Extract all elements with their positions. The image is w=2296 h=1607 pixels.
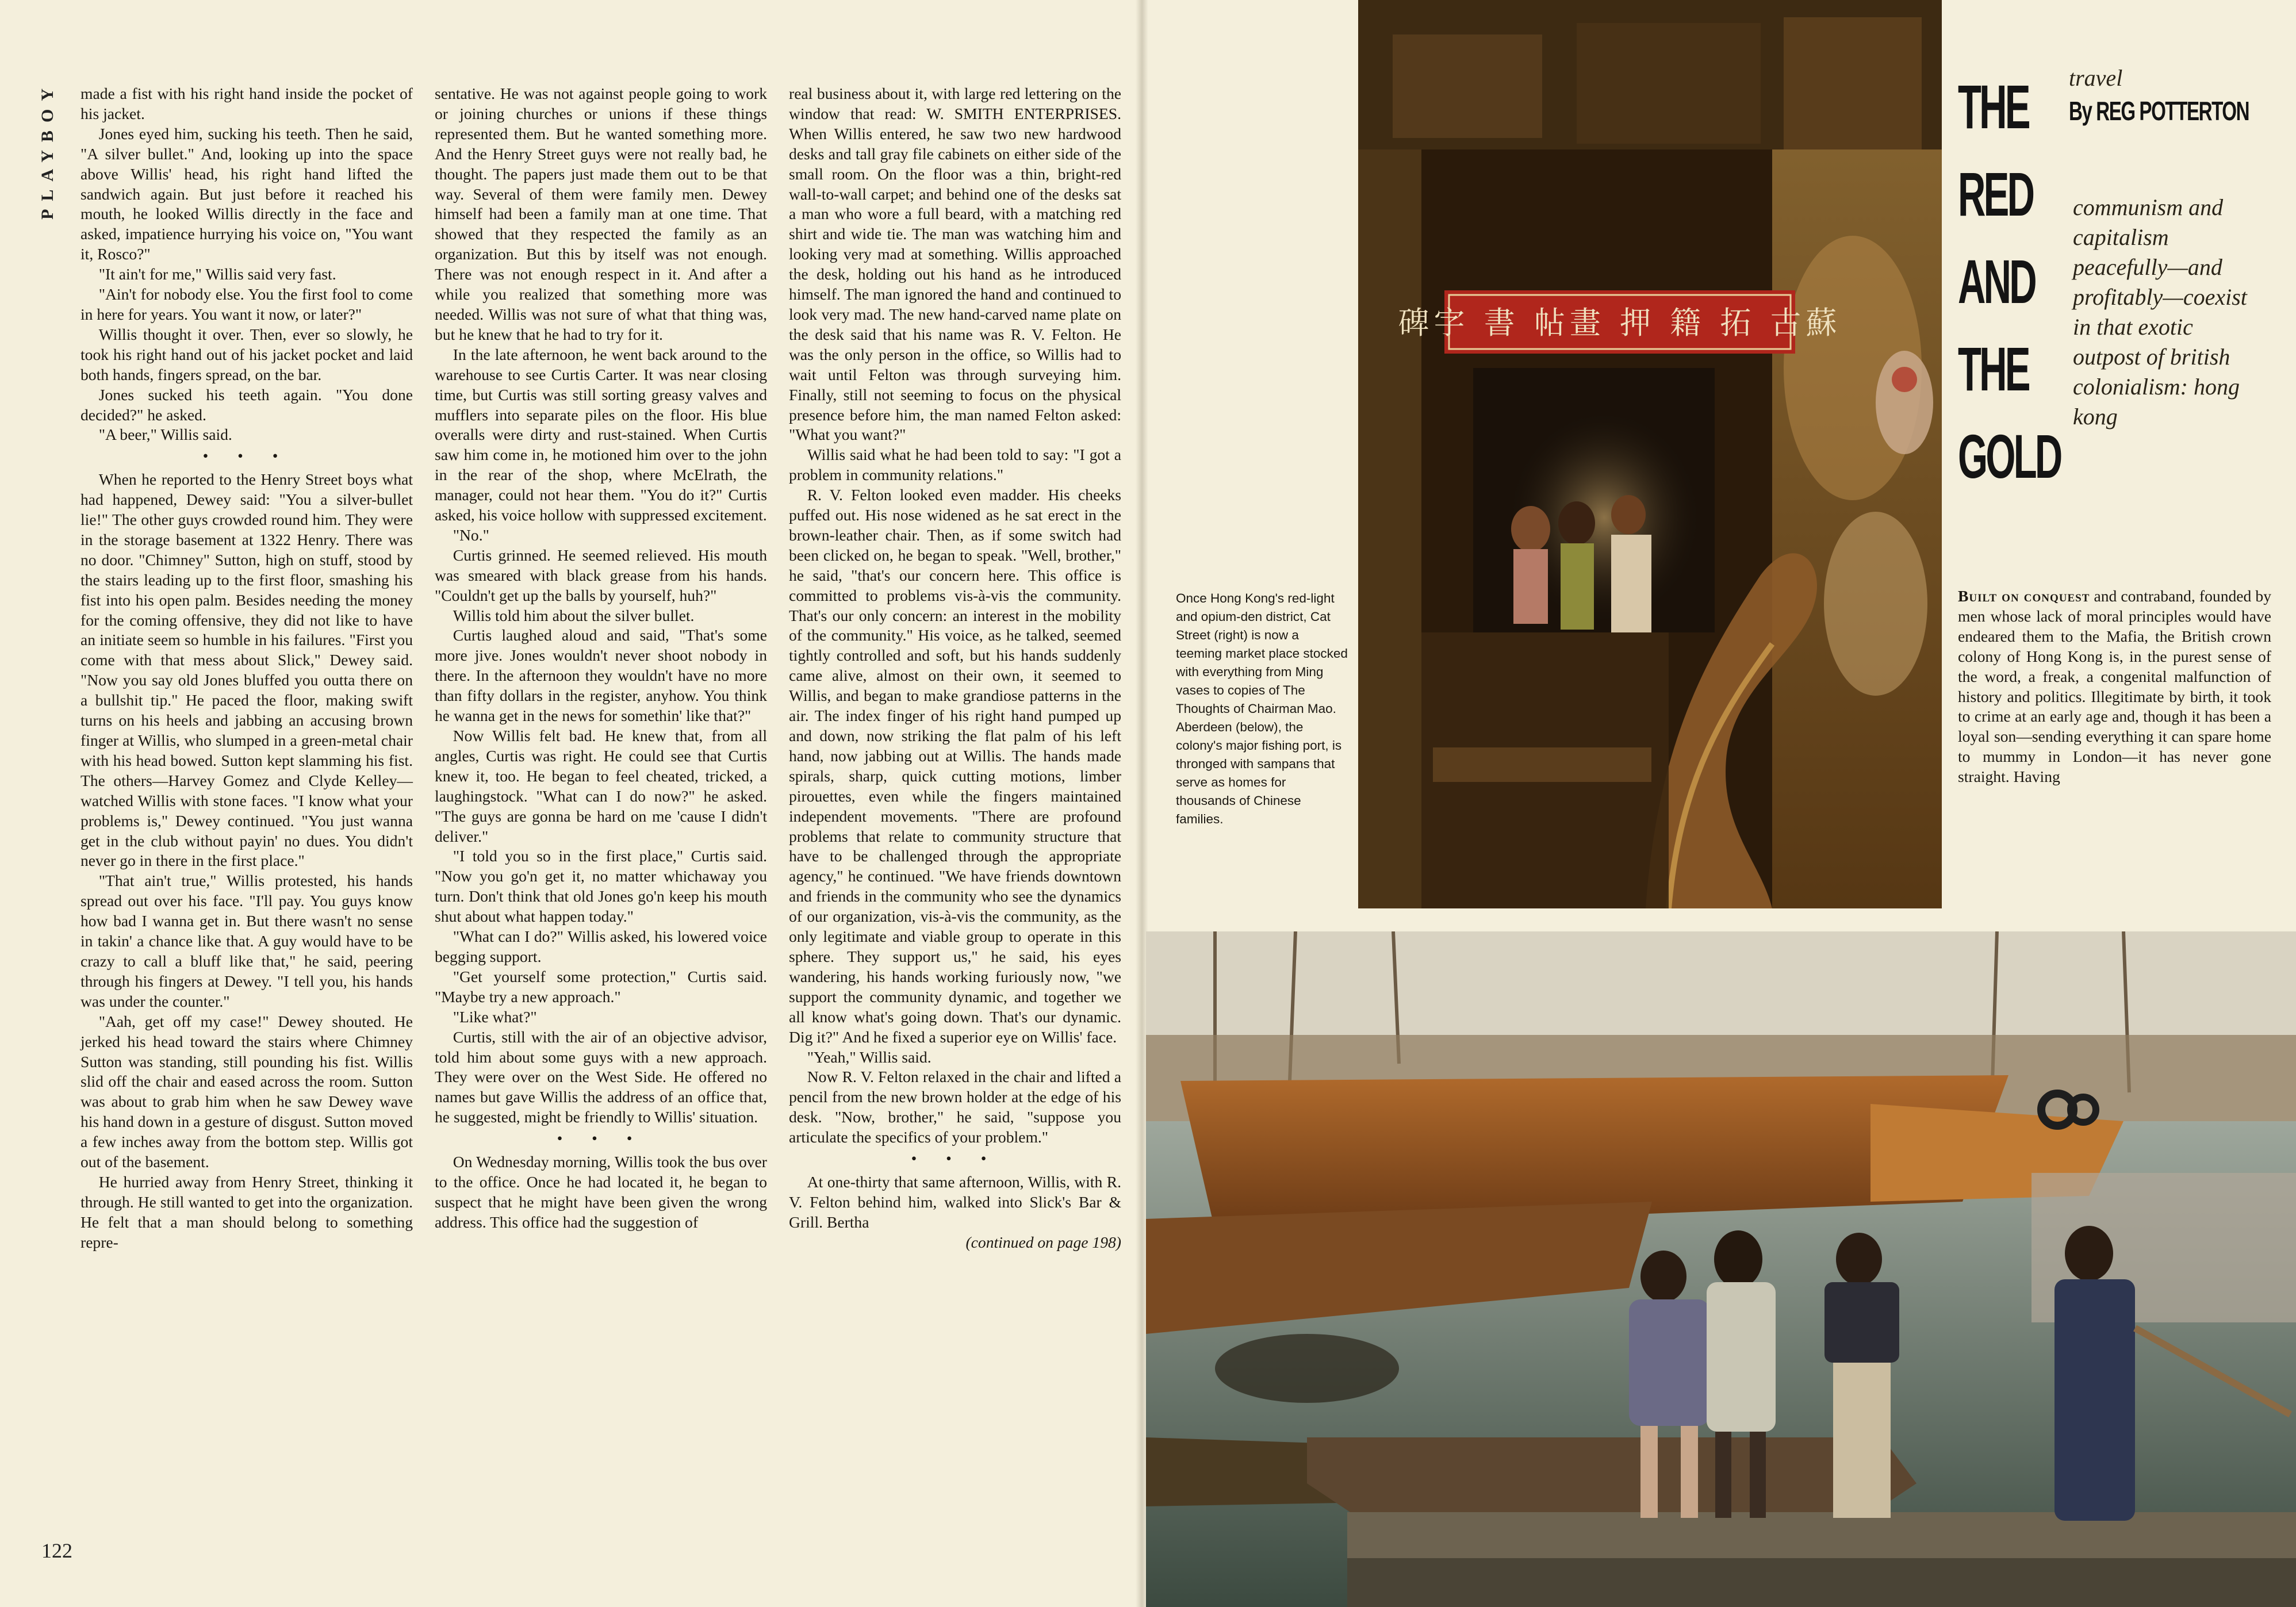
- paragraph: "It ain't for me," Willis said very fast.: [98, 265, 336, 283]
- paragraph: made a fist with his right hand inside the pocket of his jacket.: [81, 85, 413, 122]
- paragraph: "What can I do?" Willis asked, his lowered voice begging support.: [435, 927, 767, 965]
- title-word: THE: [1958, 334, 2029, 404]
- article-title: [1958, 63, 2061, 500]
- paragraph: "Like what?": [453, 1007, 537, 1026]
- paragraph: Curtis, still with the air of an objective advisor, told him about some guys with a new approach. They were over on the West Side. He offered no names but gave Willis the address of an office that, he suggested, might be friendly to Willis' situation.: [435, 1027, 767, 1126]
- paragraph: Now Willis felt bad. He knew that, from all angles, Curtis was right. He could see that Curtis knew it, too. He began to feel cheated, tricked, a laughingstock. "What can I do now?" he asked. "The guys are gonna be hard on me 'cause I didn't deliver.": [435, 727, 767, 845]
- paragraph: "Yeah," Willis said.: [807, 1048, 932, 1066]
- aberdeen-harbor-photo: [1146, 931, 2296, 1607]
- paragraph: On Wednesday morning, Willis took the bus over to the office. Once he had located it, he began to suspect that he might have been given the wrong address. This office had the suggestion of: [435, 1153, 767, 1231]
- article-column-1: [81, 84, 413, 1253]
- section-break: • • •: [557, 1129, 645, 1148]
- intro-body: and contraband, founded by men whose lack of moral principles would have endeared them to the Mafia, the British crown colony of Hong Kong is, in the purest sense of the word, a freak, a congenital malfunction of history and politics. Illegitimate by birth, it took to crime at an early age and, though it has been a loyal son—sending everything it can spare home to mummy in London—it has never gone straight. Having: [1958, 587, 2271, 786]
- title-word: RED: [1958, 159, 2033, 229]
- byline: By REG POTTERTON: [2069, 96, 2249, 126]
- running-head: [33, 80, 62, 228]
- paragraph: "I told you so in the first place," Curtis said. "Now you go'n get it, no matter whichaway you turn. Don't think that old Jones go'n keep his mouth shut about what happen today.": [435, 847, 767, 926]
- paragraph: Now R. V. Felton relaxed in the chair and lifted a pencil from the new brown holder at the edge of his desk. "Now, brother," he said, "suppose you articulate the specifics of your problem.": [789, 1068, 1121, 1146]
- paragraph: Jones eyed him, sucking his teeth. Then he said, "A silver bullet." And, looking up into the space above Willis' head, his right hand lifted the sandwich again. But just before it reached his mouth, he looked Willis directly in the face and asked, impatience hurrying his voice on, "You want it, Rosco?": [81, 124, 413, 263]
- running-head-text: PLAYBOY: [38, 80, 57, 220]
- paragraph: When he reported to the Henry Street boys what had happened, Dewey said: "You a silver-bullet lie!" The other guys crowded round him. They were in the storage basement at 1322 Henry. There was no door. "Chimney" Sutton, high on stuff, stood by the stairs leading up to the first floor, smashing his fist into his open palm. Besides needing the money for the coming offensive, they did not like to have an initiate seem so humble in his failures. "First you come with that mess about Slick," Dewey said. "Now you say old Jones bluffed you outta there on a bullshit tip." He paced the floor, making swift turns on his heels and jabbing an accusing brown finger at Willis, who slumped in a green-metal chair with his head bowed. Sutton kept slamming his fist. The others—Harvey Gomez and Clyde Kelley—watched Willis with stone faces. "I know what your problems is," Dewey continued. "You just wanna get in the club without payin' no dues. You didn't never go in there in the first place.": [81, 470, 413, 870]
- section-break: • • •: [202, 447, 291, 465]
- paragraph: R. V. Felton looked even madder. His cheeks puffed out. His nose widened as he sat erect in the brown-leather chair. Then, as if some switch had been clicked on, he began to speak. "Well, brother," he said, "that's our concern here. This office is committed to problems vis-à-vis the community. That's our only concern: an interest in the mobility of the community." His voice, as he talked, seemed tightly controlled and soft, but his hands suddenly came alive, almost on their own, it seemed to Willis, and began to make grandiose patterns in the air. The index finger of his right hand pumped up and down, now striking the flat palm of his left hand, now jabbing out at Willis. The hands made spirals, sharp, quick cutting motions, limber pirouettes, even while the fingers maintained independent movements. "There are profound problems that relate to community structure that have to be challenged through the appropriate agency," he continued. "We have friends downtown and friends in the community who see the dynamics of our organization, vis-à-vis the community, as the only legitimate and viable group to operate in this sphere. They support us," he said, his eyes wandering, his hands working furiously now, "we support the community dynamic, and together we all know what's going down. That's our dynamic. Dig it?" And he fixed a superior eye on Willis' face.: [789, 486, 1121, 1046]
- paragraph: "Ain't for nobody else. You the first fool to come in here for years. You want it now, or later?": [81, 285, 413, 323]
- section-label: travel: [2069, 65, 2123, 91]
- article-intro: [1958, 586, 2271, 787]
- paragraph: Willis told him about the silver bullet.: [453, 606, 695, 624]
- title-word: GOLD: [1958, 421, 2061, 491]
- paragraph: real business about it, with large red lettering on the window that read: W. SMITH ENTERPRISES. When Willis entered, he saw two new hardwood desks and tall gray file cabinets on either side of the small room. On the floor was a thin, bright-red wall-to-wall carpet; and behind one of the desks sat a man who wore a full beard, with a matching red shirt and wide tie. The man was watching him and looking very mad at something. Willis approached the desk, holding out his hand as he introduced himself. The man ignored the hand and continued to look very mad. The new hand-carved name plate on the desk said that his name was R. V. Felton. He was the only person in the office, so Willis had to wait until Felton was through surveying him. Finally, still not seeming to focus on the physical presence before him, the man named Felton asked: "What you want?": [789, 85, 1121, 444]
- shop-sign-text: 碑字 書 帖畫 押 籍 拓 古蘇: [1398, 305, 1842, 341]
- paragraph: Curtis laughed aloud and said, "That's some more jive. Jones wouldn't never shoot nobody in there. In the afternoon they wouldn't have no more than fifty dollars in the register, anyhow. You think he wanna get in the news for somethin' like that?": [435, 626, 767, 725]
- cat-street-illustration: [1358, 0, 1942, 908]
- paragraph: Curtis grinned. He seemed relieved. His mouth was smeared with black grease from his hands. "Couldn't get up the balls by yourself, huh?": [435, 546, 767, 604]
- article-column-2: [435, 84, 767, 1233]
- cat-street-photo: [1358, 0, 1942, 908]
- paragraph: "Aah, get off my case!" Dewey shouted. He jerked his head toward the stairs where Chimney Sutton was standing, still pounding his fist. Willis slid off the chair and eased across the room. Sutton was about to grab him when he saw Dewey wave his hand down in a gesture of disgust. Sutton moved a few inches away from the bottom step. Willis got out of the basement.: [81, 1012, 413, 1171]
- paragraph: Willis said what he had been told to say: "I got a problem in community relations.": [789, 446, 1121, 484]
- photo-caption: Once Hong Kong's red-light and opium-den district, Cat Street (right) is now a teeming market place stocked with everything from Ming vases to copies of The Thoughts of Chairman Mao. Aberdeen (below), the colony's major fishing port, is thronged with sampans that serve as homes for thousands of Chinese families.: [1176, 591, 1348, 826]
- paragraph: In the late afternoon, he went back around to the warehouse to see Curtis Carter. It was near closing time, but Curtis was still sorting greasy valves and mufflers into separate piles on the floor. His blue overalls were dirty and rust-stained. When Curtis saw him come in, he motioned him over to the john in the rear of the shop, where McElrath, the manager, could not hear them. "You do it?" Curtis asked, his voice hollow with suppressed excitement.: [435, 345, 767, 524]
- paragraph: At one-thirty that same afternoon, Willis, with R. V. Felton behind him, walked into Slick's Bar & Grill. Bertha: [789, 1172, 1121, 1231]
- paragraph: He hurried away from Henry Street, thinking it through. He still wanted to get into the organization. He felt that a man should belong to something repre-: [81, 1172, 413, 1251]
- paragraph: "That ain't true," Willis protested, his hands spread out over his face. "I'll pay. You guys know how bad I wanna get in. But there wasn't no sense in takin' a chance like that. A guy would have to be crazy to call a bluff like that," he said, peering through his fingers at Dewey. "I tell you, his hands was under the counter.": [81, 872, 413, 1010]
- paragraph: "Get yourself some protection," Curtis said. "Maybe try a new approach.": [435, 967, 767, 1006]
- page-number: 122: [41, 1539, 72, 1562]
- section-break: • • •: [911, 1149, 999, 1168]
- article-column-3: [789, 84, 1121, 1253]
- paragraph: Jones sucked his teeth again. "You done decided?" he asked.: [81, 385, 413, 424]
- article-deck: communism and capitalism peacefully—and profitably—coexist in that exotic outpost of british colonialism: hong kong: [2073, 194, 2247, 429]
- intro-lead: Built on conquest: [1958, 587, 2090, 605]
- paragraph: "No.": [453, 526, 489, 544]
- paragraph: "A beer," Willis said.: [98, 425, 232, 444]
- aberdeen-harbor-illustration: [1146, 931, 2296, 1607]
- title-word: AND: [1958, 247, 2035, 316]
- continued-note: (continued on page 198): [965, 1233, 1121, 1251]
- paragraph: Willis thought it over. Then, ever so slowly, he took his right hand out of his jacket pocket and laid both hands, fingers spread, on the bar.: [81, 325, 413, 383]
- title-word: THE: [1958, 72, 2029, 141]
- paragraph: sentative. He was not against people going to work or joining churches or unions if these things represented them. But he wanted something more. And the Henry Street guys were not really bad, he thought. The papers just made them out to be that way. Several of them were family men. Dewey himself had been a family man at one time. That showed that they respected the family as an organization. But this by itself was not enough. There was not enough respect in it. And after a while you realized that something more was needed. Willis was not sure of what that thing was, but he knew that he had to try for it.: [435, 85, 767, 343]
